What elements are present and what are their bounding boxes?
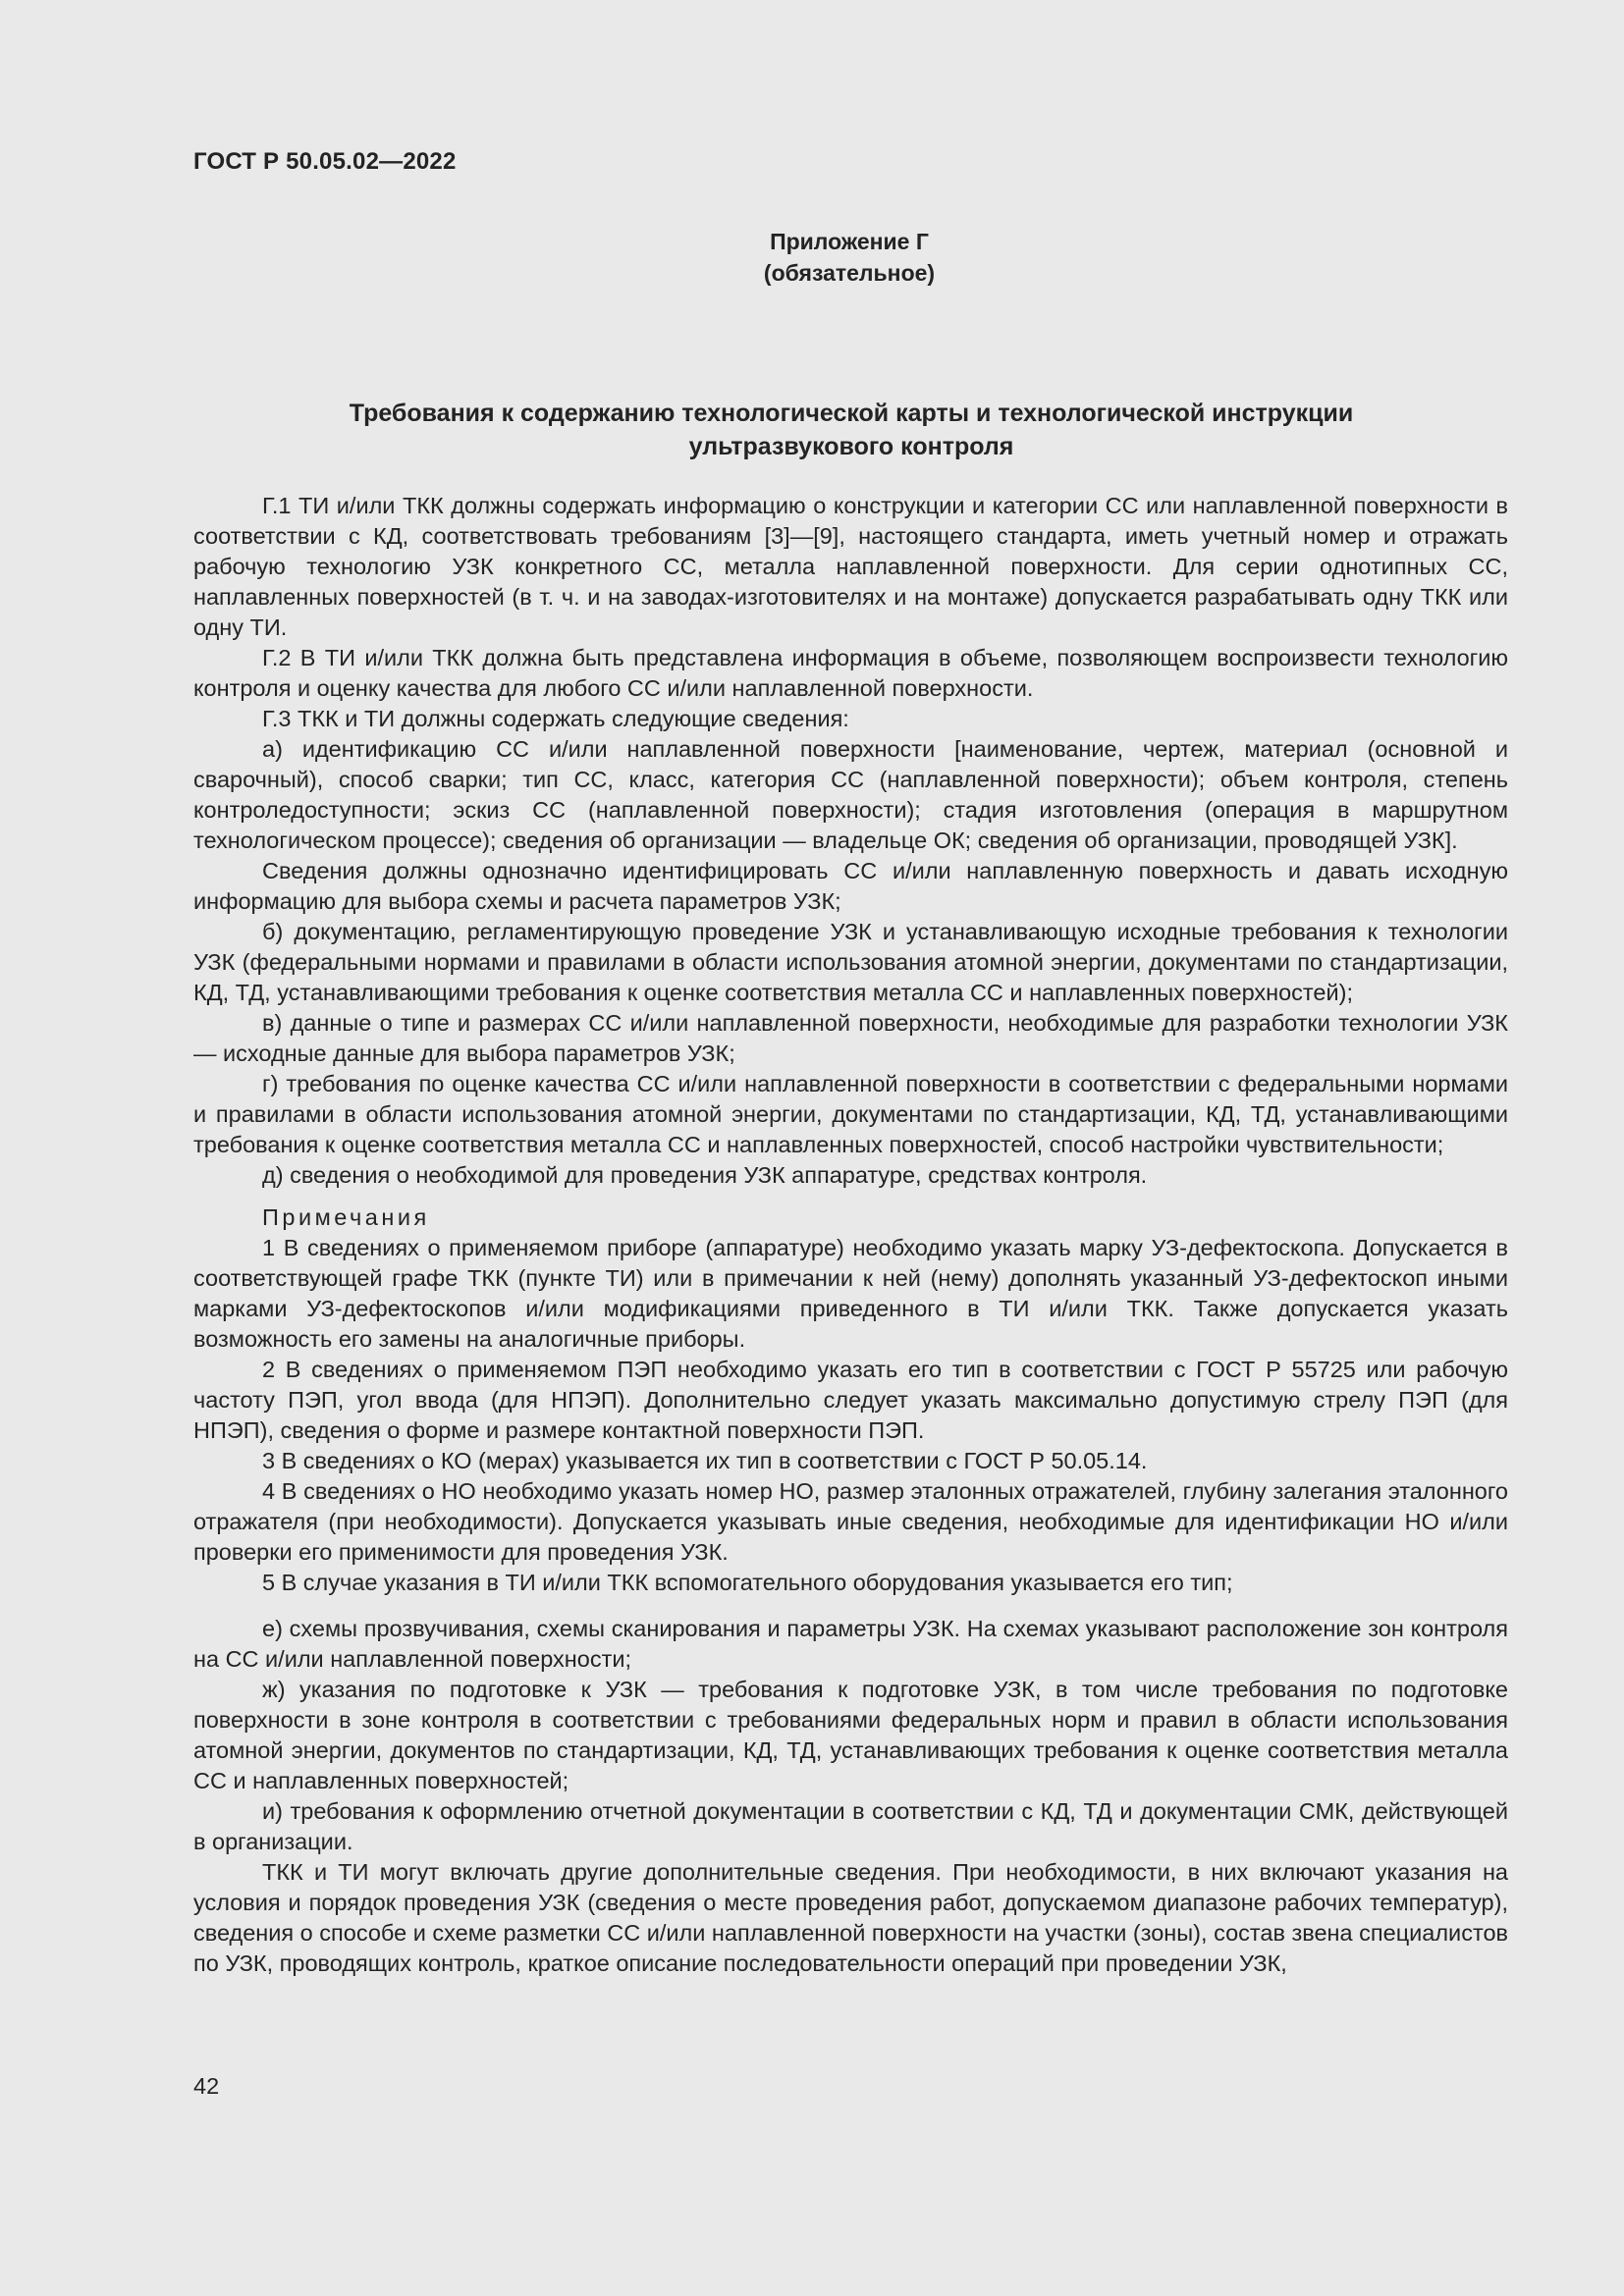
note-1: 1 В сведениях о применяемом приборе (аппаратуре) необходимо указать марку УЗ-дефектоскопа. Допускается в соответствующей графе ТКК (пункте ТИ) или в примечании к ней (нему) дополнять указанный УЗ-дефектоскоп иными марками УЗ-дефектоскопов и/или модификациями приведенного в ТИ и/или ТКК. Также допускается указать возможность его замены на аналогичные приборы.	[193, 1235, 1508, 1352]
paragraph-additional: ТКК и ТИ могут включать другие дополнительные сведения. При необходимости, в них включают указания на условия и порядок проведения УЗК (сведения о месте проведения работ, допускаемом диапазоне рабочих температур), сведения о способе и схеме разметки СС и/или наплавленной поверхности на участки (зоны), состав звена специалистов по УЗК, проводящих контроль, краткое описание последовательности операций при проведении УЗК,	[193, 1859, 1508, 1976]
note-4: 4 В сведениях о НО необходимо указать номер НО, размер эталонных отражателей, глубину залегания эталонного отражателя (при необходимости). Допускается указывать иные сведения, необходимые для идентификации НО и/или проверки его применимости для проведения УЗК.	[193, 1478, 1508, 1565]
list-item-d: д) сведения о необходимой для проведения УЗК аппаратуре, средствах контроля.	[262, 1162, 1148, 1188]
list-item-i: и) требования к оформлению отчетной документации в соответствии с КД, ТД и документации СМК, действующей в организации.	[193, 1798, 1508, 1854]
body-text	[193, 491, 1508, 1979]
appendix-status: (обязательное)	[763, 260, 936, 286]
note-2: 2 В сведениях о применяемом ПЭП необходимо указать его тип в соответствии с ГОСТ Р 55725 или рабочую частоту ПЭП, угол ввода (для НПЭП). Дополнительно следует указать максимально допустимую стрелу ПЭП (для НПЭП), сведения о форме и размере контактной поверхности ПЭП.	[193, 1357, 1508, 1443]
list-item-v: в) данные о типе и размерах СС и/или наплавленной поверхности, необходимые для разработки технологии УЗК — исходные данные для выбора параметров УЗК;	[193, 1010, 1508, 1066]
note-3: 3 В сведениях о КО (мерах) указывается их тип в соответствии с ГОСТ Р 50.05.14.	[262, 1448, 1148, 1473]
list-item-g: г) требования по оценке качества СС и/или наплавленной поверхности в соответствии с федеральными нормами и правилами в области использования атомной энергии, документами по стандартизации, КД, ТД, устанавливающими требования к оценке соответствия металла СС и наплавленных поверхностей, способ настройки чувствительности;	[193, 1071, 1508, 1157]
standard-number: ГОСТ Р 50.05.02—2022	[193, 148, 457, 175]
list-item-e: е) схемы прозвучивания, схемы сканирования и параметры УЗК. На схемах указывают расположение зон контроля на СС и/или наплавленной поверхности;	[193, 1616, 1508, 1672]
title-line-1: Требования к содержанию технологической карты и технологической инструкции	[349, 400, 1354, 427]
paragraph-identification: Сведения должны однозначно идентифицировать СС и/или наплавленную поверхность и давать исходную информацию для выбора схемы и расчета параметров УЗК;	[193, 858, 1508, 914]
list-item-zh: ж) указания по подготовке к УЗК — требования к подготовке УЗК, в том числе требования по подготовке поверхности в зоне контроля в соответствии с требованиями федеральных норм и правил в области использования атомной энергии, документов по стандартизации, КД, ТД, устанавливающих требования к оценке соответствия металла СС и наплавленных поверхностей;	[193, 1677, 1508, 1793]
paragraph-g1: Г.1 ТИ и/или ТКК должны содержать информацию о конструкции и категории СС или наплавленной поверхности в соответствии с КД, соответствовать требованиям [3]—[9], настоящего стандарта, иметь учетный номер и отражать рабочую технологию УЗК конкретного СС, металла наплавленной поверхности. Для серии однотипных СС, наплавленных поверхностей (в т. ч. и на заводах-изготовителях и на монтаже) допускается разрабатывать одну ТКК или одну ТИ.	[193, 493, 1508, 640]
list-item-a: а) идентификацию СС и/или наплавленной поверхности [наименование, чертеж, материал (основной и сварочный), способ сварки; тип СС, класс, категория СС (наплавленной поверхности); объем контроля, степень контроледоступности; эскиз СС (наплавленной поверхности); стадия изготовления (операция в маршрутном технологическом процессе); сведения об организации — владельце ОК; сведения об организации, проводящей УЗК].	[193, 736, 1508, 853]
page-number: 42	[193, 2073, 220, 2099]
appendix-title: Приложение Г	[770, 229, 929, 254]
appendix-heading	[0, 226, 1624, 289]
list-item-b: б) документацию, регламентирующую проведение УЗК и устанавливающую исходные требования к технологии УЗК (федеральными нормами и правилами в области использования атомной энергии, документами по стандартизации, КД, ТД, устанавливающими требования к оценке соответствия металла СС и наплавленных поверхностей);	[193, 919, 1508, 1005]
document-title	[193, 397, 1509, 463]
note-5: 5 В случае указания в ТИ и/или ТКК вспомогательного оборудования указывается его тип;	[262, 1570, 1233, 1595]
paragraph-g2: Г.2 В ТИ и/или ТКК должна быть представлена информация в объеме, позволяющем воспроизвести технологию контроля и оценку качества для любого СС и/или наплавленной поверхности.	[193, 645, 1508, 701]
title-line-2: ультразвукового контроля	[688, 433, 1014, 460]
notes-heading: Примечания	[262, 1204, 430, 1230]
paragraph-g3: Г.3 ТКК и ТИ должны содержать следующие сведения:	[262, 706, 849, 731]
